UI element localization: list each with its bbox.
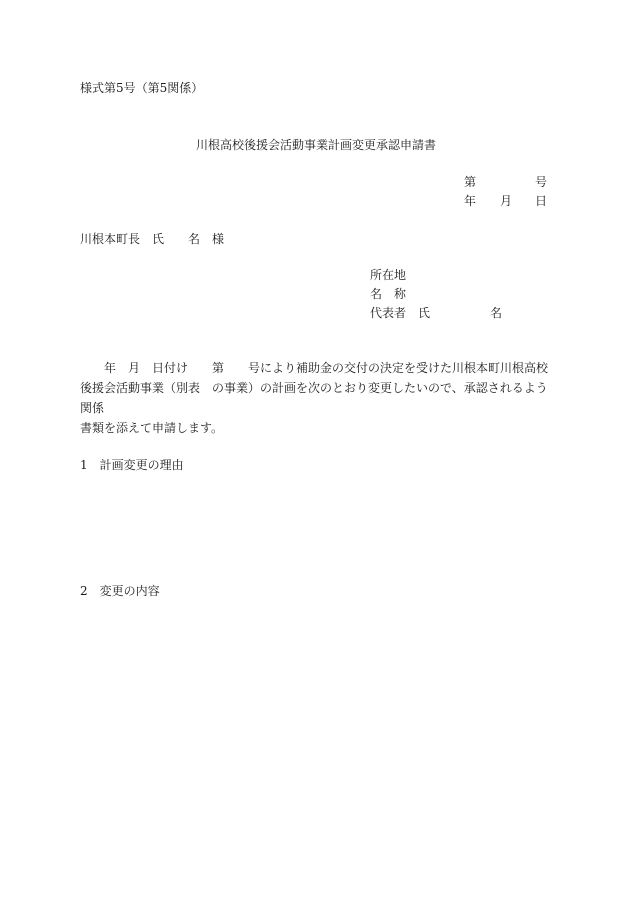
- applicant-address-label: 所在地: [370, 268, 407, 282]
- date-month-label: 月: [500, 194, 513, 208]
- date-year-label: 年: [464, 194, 477, 208]
- applicant-representative-label: 代表者 氏 名: [370, 306, 503, 320]
- document-title: 川根高校後援会活動事業計画変更承認申請書: [196, 138, 437, 152]
- section-heading-content: 2 変更の内容: [80, 584, 160, 598]
- body-line: 年 月 日付け 第 号により補助金の交付の決定を受けた川根本町川根高校: [80, 361, 549, 375]
- section-heading-reason: 1 計画変更の理由: [80, 458, 184, 472]
- doc-number-suffix: 号: [535, 175, 548, 189]
- addressee: 川根本町長 氏 名 様: [80, 232, 225, 246]
- date-day-label: 日: [535, 194, 548, 208]
- body-paragraph: [80, 358, 550, 438]
- body-line: 後援会活動事業（別表 の事業）の計画を次のとおり変更したいので、承認されるよう関係: [80, 381, 548, 415]
- applicant-name-label: 名 称: [370, 287, 407, 301]
- doc-number-prefix: 第: [464, 175, 477, 189]
- form-number: 様式第5号（第5関係）: [80, 81, 204, 95]
- body-line: 書類を添えて申請します。: [80, 421, 224, 435]
